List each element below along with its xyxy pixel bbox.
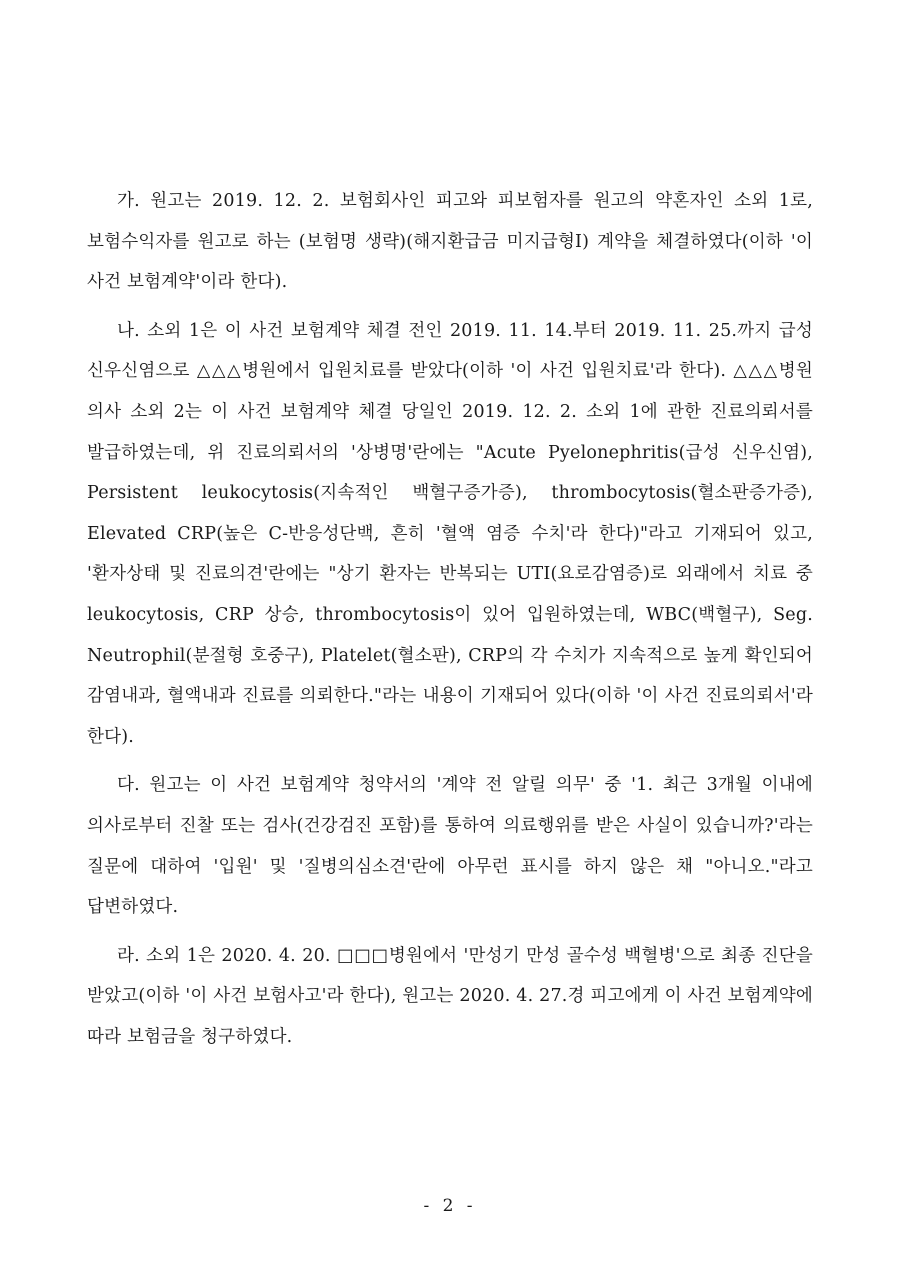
paragraph-ga: 가. 원고는 2019. 12. 2. 보험회사인 피고와 피보험자를 원고의 약혼자인 소외 1로, 보험수익자를 원고로 하는 (보험명 생략)(해지환급금 미지급형I) 계약을 체결하였다(이하 '이 사건 보험계약'이라 한다). bbox=[87, 191, 813, 293]
paragraph-ra: 라. 소외 1은 2020. 4. 20. □□□병원에서 '만성기 만성 골수성 백혈병'으로 최종 진단을 받았고(이하 '이 사건 보험사고'라 한다), 원고는 2020. 4. 27.경 피고에게 이 사건 보험계약에 따라 보험금을 청구하였다. bbox=[87, 945, 813, 1047]
paragraph-da: 다. 원고는 이 사건 보험계약 청약서의 '계약 전 알릴 의무' 중 '1. 최근 3개월 이내에 의사로부터 진찰 또는 검사(건강검진 포함)를 통하여 의료행위를 받은 사실이 있습니까?'라는 질문에 대하여 '입원' 및 '질병의심소견'란에 아무런 표시를 하지 않은 채 "아니오."라고 답변하였다. bbox=[87, 775, 813, 918]
paragraph-na: 나. 소외 1은 이 사건 보험계약 체결 전인 2019. 11. 14.부터 2019. 11. 25.까지 급성 신우신염으로 △△△병원에서 입원치료를 받았다(이하 '이 사건 입원치료'라 한다). △△△병원 의사 소외 2는 이 사건 보험계약 체결 당일인 2019. 12. 2. 소외 1에 관한 진료의뢰서를 발급하였는데, 위 진료의뢰서의 '상병명'란에는 "Acute Pyelonephritis(급성 신우신염), Persistent leukocytosis(지속적인 백혈구증가증), thrombocytosis(혈소판증가증), Elevated CRP(높은 C-반응성단백, 흔히 '혈액 염증 수치'라 한다)"라고 기재되어 있고, '환자상태 및 진료의견'란에는 "상기 환자는 반복되는 UTI(요로감염증)로 외래에서 치료 중 leukocytosis, CRP 상승, thrombocytosis이 있어 입원하였는데, WBC(백혈구), Seg. Neutrophil(분절형 호중구), Platelet(혈소판), CRP의 각 수치가 지속적으로 높게 확인되어 감염내과, 혈액내과 진료를 의뢰한다."라는 내용이 기재되어 있다(이하 '이 사건 진료의뢰서'라 한다). bbox=[87, 320, 813, 747]
document-body bbox=[87, 181, 813, 1065]
page-number: - 2 - bbox=[423, 1196, 477, 1216]
